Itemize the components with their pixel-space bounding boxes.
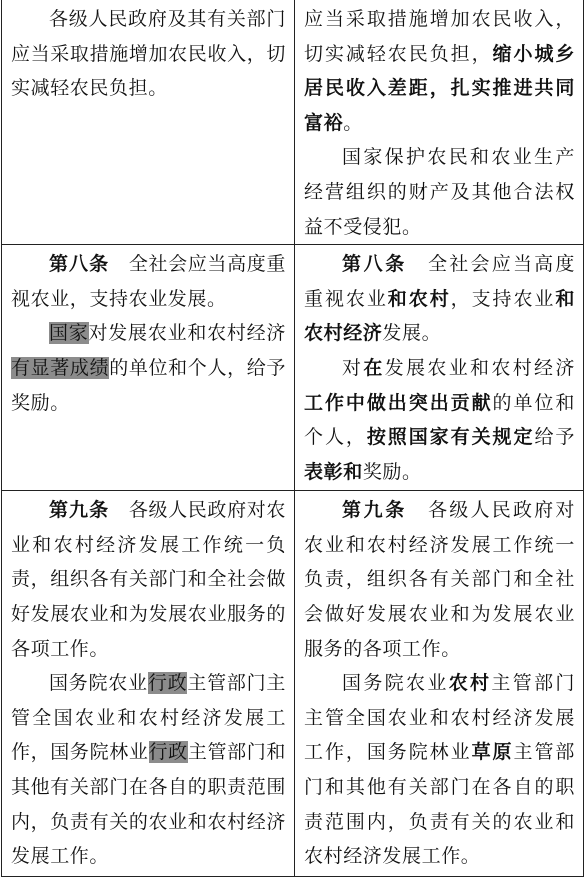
new-text-cell: [295, 0, 584, 245]
old-text-cell: [2, 0, 295, 245]
paragraph-text: ，支持农业: [450, 287, 556, 310]
amended-text: 缩小城乡居民收入差距，扎实推进共同富裕: [304, 42, 575, 134]
article-number: 第八条: [49, 253, 110, 276]
paragraph: [11, 666, 286, 874]
paragraph-text: 主管部门和其他有关部门在各自的职责范围内，负责有关的农业和农村经济发展工作。: [304, 741, 575, 868]
paragraph-text: 国务院农业: [342, 672, 449, 695]
paragraph: [304, 2, 575, 140]
paragraph-text: 发展。: [382, 322, 442, 345]
deleted-text: 有显著成绩: [11, 356, 110, 379]
paragraph-text: 给予: [534, 426, 575, 449]
old-text-cell: [2, 491, 295, 877]
deleted-text: 行政: [147, 672, 188, 695]
paragraph-text: 对: [342, 356, 364, 379]
paragraph-text: 国家保护农民和农业生产经营组织的财产及其他合法权益不受侵犯。: [304, 146, 575, 238]
article-number: 第九条: [49, 499, 110, 522]
amended-text: 和农村经济: [304, 287, 575, 345]
amended-text: 按照国家有关规定: [366, 426, 535, 449]
paragraph: [304, 140, 575, 244]
new-text-cell: [295, 245, 584, 491]
law-comparison-table: [1, 0, 584, 877]
paragraph-text: 全社会应当高度重视农业: [304, 253, 575, 310]
paragraph: [304, 666, 575, 874]
amended-text: 工作中做出突出贡献: [304, 391, 493, 414]
paragraph-text: 全社会应当高度重视农业，支持农业发展。: [11, 253, 286, 310]
paragraph: [304, 351, 575, 489]
paragraph-text: 各级人民政府对农业和农村经济发展工作统一负责，组织各有关部门和全社会做好发展农业和为发展农业服务的各项工作。: [304, 499, 575, 660]
new-text-cell: [295, 491, 584, 877]
amended-text: 草原: [471, 741, 514, 764]
amended-text: 表彰和: [304, 460, 363, 483]
paragraph-text: 对发展农业和农村经济: [88, 322, 286, 345]
paragraph: [11, 316, 286, 420]
paragraph: [11, 2, 286, 106]
deleted-text: 国家: [49, 322, 89, 345]
old-text-cell: [2, 245, 295, 491]
paragraph-text: 的单位和个人，: [304, 391, 575, 449]
paragraph-text: 。: [343, 111, 363, 134]
table-row: [2, 491, 584, 877]
paragraph-text: 主管部门主管全国农业和农村经济发展工作，国务院林业: [304, 672, 576, 764]
paragraph-text: 国务院农业: [49, 672, 148, 695]
paragraph-text: 奖励。: [362, 460, 422, 483]
paragraph-text: 发展农业和农村经济: [384, 356, 575, 379]
article-number: 第九条: [342, 499, 407, 522]
paragraph-text: 主管部门和其他有关部门在各自的职责范围内，负责有关的农业和农村经济发展工作。: [11, 741, 286, 868]
paragraph: [11, 493, 286, 666]
paragraph: [304, 247, 575, 351]
table-row: [2, 0, 584, 245]
paragraph-text: 各级人民政府及其有关部门应当采取措施增加农民收入，切实减轻农民负担。: [11, 8, 286, 100]
table-row: [2, 245, 584, 491]
paragraph: [11, 247, 286, 316]
deleted-text: 行政: [148, 741, 188, 764]
paragraph-text: 主管部门主管全国农业和农村经济发展工作，国务院林业: [11, 672, 286, 764]
amended-text: 在: [363, 356, 385, 379]
paragraph-text: 的单位和个人，给予奖励。: [11, 356, 286, 414]
article-number: 第八条: [342, 253, 407, 276]
paragraph-text: 各级人民政府对农业和农村经济发展工作统一负责，组织各有关部门和全社会做好发展农业和为发展农业服务的各项工作。: [11, 499, 286, 660]
amended-text: 和农村: [387, 287, 451, 310]
paragraph: [304, 493, 575, 666]
amended-text: 农村: [448, 672, 492, 695]
paragraph-text: 应当采取措施增加农民收入，切实减轻农民负担，: [304, 8, 575, 65]
